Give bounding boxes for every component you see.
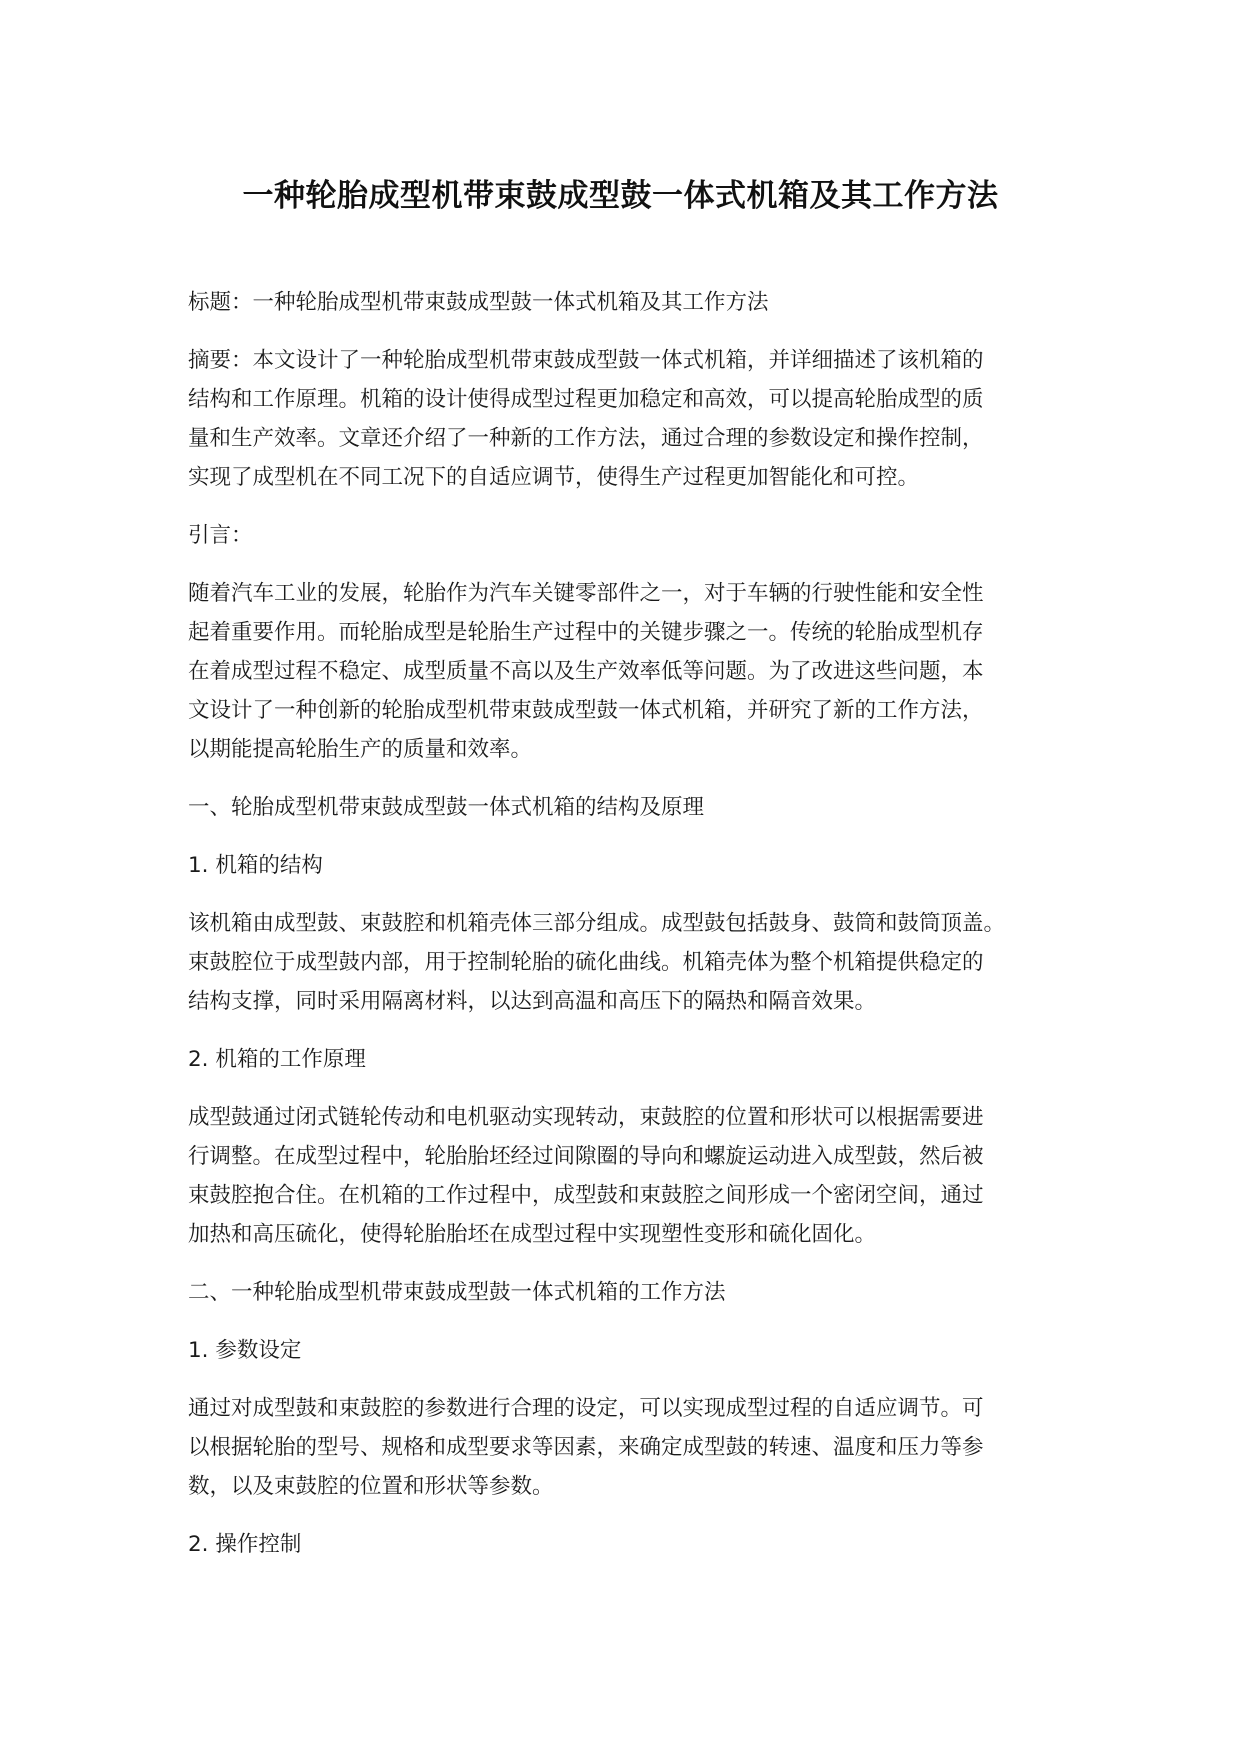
paragraph-section-2-heading bbox=[188, 1273, 1078, 1312]
paragraph-intro-body bbox=[188, 574, 1078, 769]
paragraph-section-1-heading bbox=[188, 788, 1078, 827]
paragraph-abstract bbox=[188, 341, 1078, 497]
text-line: 以根据轮胎的型号、规格和成型要求等因素，来确定成型鼓的转速、温度和压力等参 bbox=[188, 1435, 984, 1460]
document-body bbox=[188, 283, 1078, 1583]
text-line: 起着重要作用。而轮胎成型是轮胎生产过程中的关键步骤之一。传统的轮胎成型机存 bbox=[188, 620, 984, 645]
text-line: 加热和高压硫化，使得轮胎胎坯在成型过程中实现塑性变形和硫化固化。 bbox=[188, 1222, 877, 1247]
text-line: 行调整。在成型过程中，轮胎胎坯经过间隙圈的导向和螺旋运动进入成型鼓，然后被 bbox=[188, 1144, 984, 1169]
text-line: 二、一种轮胎成型机带束鼓成型鼓一体式机箱的工作方法 bbox=[188, 1280, 726, 1305]
text-line: 实现了成型机在不同工况下的自适应调节，使得生产过程更加智能化和可控。 bbox=[188, 465, 920, 490]
text-line: 文设计了一种创新的轮胎成型机带束鼓成型鼓一体式机箱，并研究了新的工作方法， bbox=[188, 698, 984, 723]
paragraph-heading-label bbox=[188, 283, 1078, 322]
paragraph-section-1-1-heading bbox=[188, 846, 1078, 885]
text-line: 成型鼓通过闭式链轮传动和电机驱动实现转动，束鼓腔的位置和形状可以根据需要进 bbox=[188, 1105, 984, 1130]
paragraph-section-2-1-body bbox=[188, 1389, 1078, 1506]
text-line: 以期能提高轮胎生产的质量和效率。 bbox=[188, 737, 533, 762]
paragraph-section-1-2-body bbox=[188, 1098, 1078, 1254]
paragraph-section-1-1-body bbox=[188, 904, 1078, 1021]
text-line: 数，以及束鼓腔的位置和形状等参数。 bbox=[188, 1474, 554, 1499]
text-line: 标题：一种轮胎成型机带束鼓成型鼓一体式机箱及其工作方法 bbox=[188, 290, 769, 315]
text-line: 结构支撑，同时采用隔离材料，以达到高温和高压下的隔热和隔音效果。 bbox=[188, 989, 877, 1014]
text-line: 摘要：本文设计了一种轮胎成型机带束鼓成型鼓一体式机箱，并详细描述了该机箱的 bbox=[188, 348, 984, 373]
paragraph-section-2-1-heading bbox=[188, 1331, 1078, 1370]
text-line: 2. 操作控制 bbox=[188, 1532, 302, 1557]
text-line: 1. 参数设定 bbox=[188, 1338, 302, 1363]
text-line: 束鼓腔位于成型鼓内部，用于控制轮胎的硫化曲线。机箱壳体为整个机箱提供稳定的 bbox=[188, 950, 984, 975]
text-line: 在着成型过程不稳定、成型质量不高以及生产效率低等问题。为了改进这些问题，本 bbox=[188, 659, 984, 684]
text-line: 量和生产效率。文章还介绍了一种新的工作方法，通过合理的参数设定和操作控制， bbox=[188, 426, 984, 451]
document-title: 一种轮胎成型机带束鼓成型鼓一体式机箱及其工作方法 bbox=[242, 178, 999, 214]
text-line: 一、轮胎成型机带束鼓成型鼓一体式机箱的结构及原理 bbox=[188, 795, 705, 820]
paragraph-section-1-2-heading bbox=[188, 1040, 1078, 1079]
text-line: 通过对成型鼓和束鼓腔的参数进行合理的设定，可以实现成型过程的自适应调节。可 bbox=[188, 1396, 984, 1421]
paragraph-section-2-2-heading bbox=[188, 1525, 1078, 1564]
paragraph-intro-heading bbox=[188, 516, 1078, 555]
text-line: 该机箱由成型鼓、束鼓腔和机箱壳体三部分组成。成型鼓包括鼓身、鼓筒和鼓筒顶盖。 bbox=[188, 911, 1006, 936]
text-line: 1. 机箱的结构 bbox=[188, 853, 323, 878]
text-line: 引言： bbox=[188, 523, 253, 548]
text-line: 随着汽车工业的发展，轮胎作为汽车关键零部件之一，对于车辆的行驶性能和安全性 bbox=[188, 581, 984, 606]
text-line: 束鼓腔抱合住。在机箱的工作过程中，成型鼓和束鼓腔之间形成一个密闭空间，通过 bbox=[188, 1183, 984, 1208]
text-line: 结构和工作原理。机箱的设计使得成型过程更加稳定和高效，可以提高轮胎成型的质 bbox=[188, 387, 984, 412]
text-line: 2. 机箱的工作原理 bbox=[188, 1047, 366, 1072]
